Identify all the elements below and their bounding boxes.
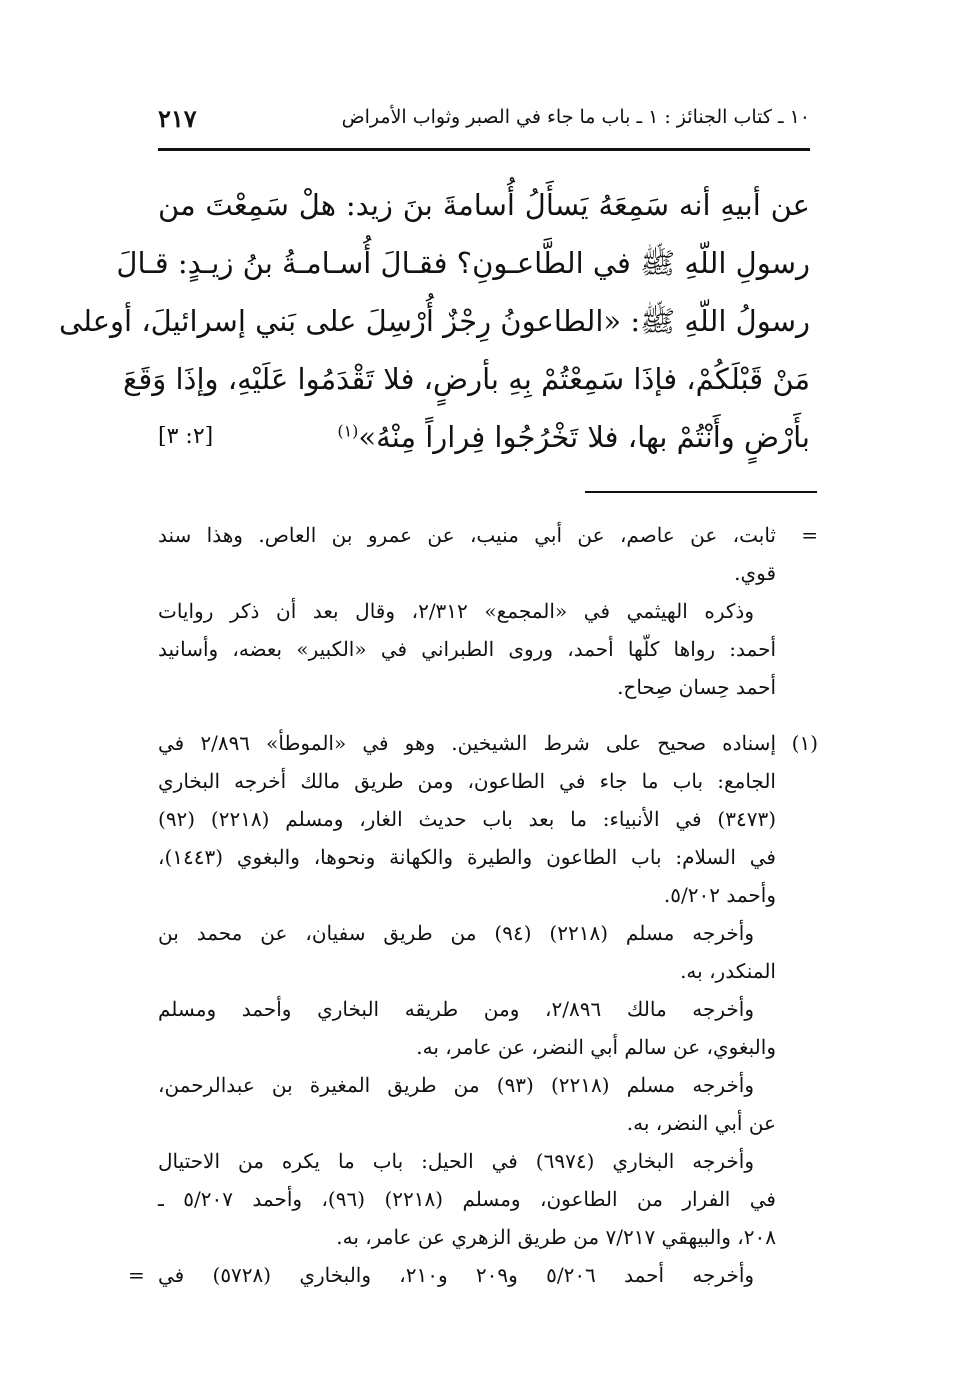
hadith-line: مَنْ قَبْلَكُمْ، فإذَا سَمِعْتُمْ بِهِ بأرضٍ، فلا تَقْدَمُوا عَلَيْهِ، وإذَا وَقَعَ <box>122 362 810 396</box>
footnote-line: أحمد حِسان صِحاح. <box>617 675 776 699</box>
footnote-line: في السلام: باب الطاعون والطيرة والكهانة ونحوها، والبغوي (١٤٤٣)، <box>158 845 776 869</box>
footnote-line: وأخرجه البخاري (٦٩٧٤) في الحيل: باب ما يكره من الاحتيال <box>158 1149 754 1173</box>
citation-tag: [٢: ٣] <box>158 424 214 449</box>
footnote-line: والبغوي، عن سالم أبي النضر، عن عامر، به. <box>416 1035 776 1059</box>
footnote-line: قوي. <box>734 561 776 585</box>
footnote-line: إسناده صحيح على شرط الشيخين. وهو في «الموطأ» ٢/٨٩٦ في <box>158 731 776 755</box>
hadith-line: رسولُ اللّهِ ﷺ: «الطاعونُ رِجْزٌ أُرْسِلَ على بَني إسرائيلَ، أوعلى <box>58 304 810 338</box>
footnote-1 <box>128 724 818 1294</box>
footnote-line: في الفرار من الطاعون، ومسلم (٢٢١٨) (٩٦)، وأحمد ٥/٢٠٧ ـ <box>158 1187 776 1211</box>
footnote-line: ثابت، عن عاصم، عن أبي منيب، عن عمرو بن العاص. وهذا سند <box>158 523 776 547</box>
footnote-continuation <box>158 516 818 706</box>
footnote-line: وذكره الهيثمي في «المجمع» ٢/٣١٢، وقال بعد أن ذكر روايات <box>158 599 754 623</box>
header-rule <box>158 148 810 151</box>
continuation-marker: = <box>801 523 818 547</box>
footnote-line: وأخرجه مسلم (٢٢١٨) (٩٣) من طريق المغيرة بن عبدالرحمن، <box>158 1073 755 1097</box>
footnote-line: أحمد: رواها كلّها أحمد، وروى الطبراني في «الكبير» بعضه، وأسانيد <box>158 637 776 661</box>
footnote-line-continued <box>128 1256 776 1294</box>
footnote-line: ٢٠٨، والبيهقي ٧/٢١٧ من طريق الزهري عن عامر، به. <box>336 1225 776 1249</box>
hadith-line-last <box>158 408 810 466</box>
footnote-line: المنكدر، به. <box>680 959 776 983</box>
hadith-line: عن أبيهِ أنه سَمِعَهُ يَسأَلُ أُسامةَ بنَ زيد: هلْ سَمِعْتَ من <box>158 188 810 222</box>
hadith-line: رسولِ اللّهِ ﷺ في الطَّاعـونِ؟ فقـالَ أُسـامـةُ بنُ زيـدٍ: قـالَ <box>116 246 810 280</box>
footnote-line: وأخرجه مالك ٢/٨٩٦، ومن طريقه البخاري وأحمد ومسلم <box>158 997 755 1021</box>
footnote-line-text: وأخرجه أحمد ٥/٢٠٦ و٢٠٩ و٢١٠، والبخاري (٥٧٢٨) في <box>158 1263 755 1287</box>
footnotes <box>128 516 818 1294</box>
footnote-line: (٣٤٧٣) في الأنبياء: ما بعد باب حديث الغار، ومسلم (٢٢١٨) (٩٢) <box>158 807 776 831</box>
footnote-line: الجامع: باب ما جاء في الطاعون، ومن طريق مالك أخرجه البخاري <box>158 769 776 793</box>
footnote-line: عن أبي النضر، به. <box>626 1111 776 1135</box>
footnote-number: (١) <box>791 731 818 755</box>
running-title: ١٠ ـ كتاب الجنائز : ١ ـ باب ما جاء في الصبر وثواب الأمراض <box>341 106 810 128</box>
hadith-text <box>58 176 810 466</box>
hadith-line-text: بأَرْضٍ وأَنْتُمْ بها، فلا تَخْرُجُوا فِراراً مِنْهُ» <box>358 420 810 454</box>
footnote-line: وأحمد ٥/٢٠٢. <box>663 883 776 907</box>
footnote-reference[interactable]: (١) <box>337 421 359 441</box>
footnote-separator <box>585 491 817 493</box>
footnote-line: وأخرجه مسلم (٢٢١٨) (٩٤) من طريق سفيان، عن محمد بن <box>158 921 755 945</box>
continuation-marker: = <box>128 1263 145 1287</box>
page-header <box>158 102 810 142</box>
page-number: ٢١٧ <box>158 104 197 133</box>
